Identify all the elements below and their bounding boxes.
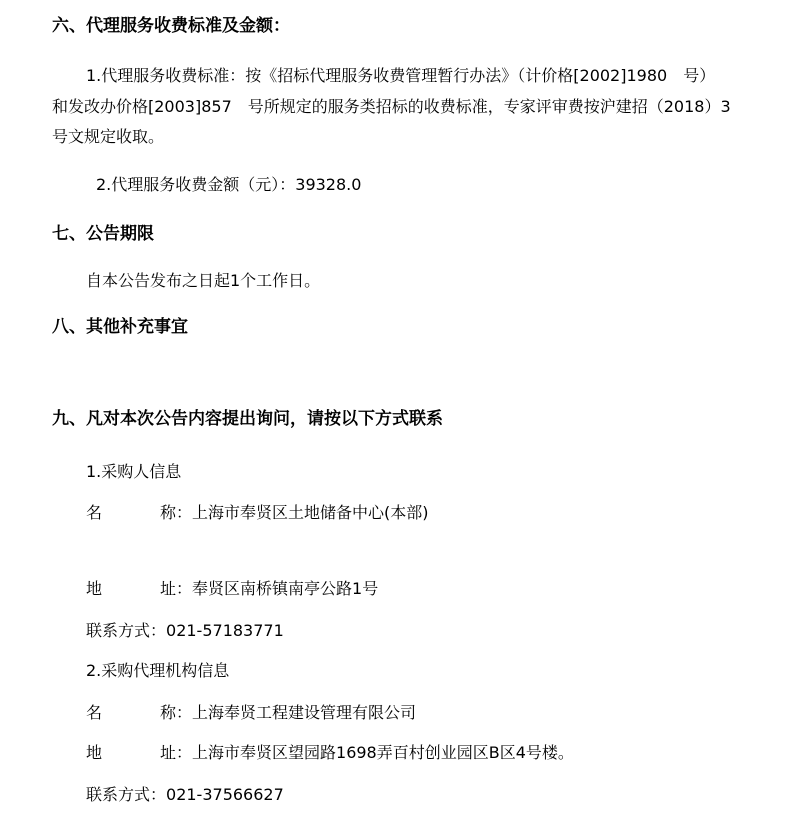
fee-standard-line-1: 1.代理服务收费标准：按《招标代理服务收费管理暂行办法》（计价格[2002]1980 号） bbox=[86, 66, 716, 85]
fee-amount: 2.代理服务收费金额（元）：39328.0 bbox=[96, 175, 362, 194]
purchaser-name-label-b: 称： bbox=[160, 503, 193, 522]
section-7-heading: 七、公告期限 bbox=[52, 224, 154, 244]
section-8-heading: 八、其他补充事宜 bbox=[52, 317, 188, 337]
agency-address-row bbox=[86, 743, 574, 763]
agency-address-label-b: 址： bbox=[160, 743, 193, 762]
agency-name-value: 上海奉贤工程建设管理有限公司 bbox=[192, 703, 417, 722]
agency-info-title: 2.采购代理机构信息 bbox=[86, 661, 230, 680]
purchaser-name-value: 上海市奉贤区土地储备中心(本部) bbox=[192, 503, 429, 522]
agency-name-row bbox=[86, 703, 416, 723]
purchaser-info-title: 1.采购人信息 bbox=[86, 462, 182, 481]
agency-name-label-a: 名 bbox=[86, 703, 103, 722]
purchaser-contact-row bbox=[86, 621, 284, 641]
purchaser-address-label-a: 地 bbox=[86, 579, 103, 598]
agency-contact-label: 联系方式： bbox=[86, 785, 167, 804]
purchaser-name-row bbox=[86, 503, 429, 523]
agency-contact-row bbox=[86, 785, 284, 805]
purchaser-contact-label: 联系方式： bbox=[86, 621, 167, 640]
agency-name-label-b: 称： bbox=[160, 703, 193, 722]
fee-standard-line-3: 号文规定收取。 bbox=[52, 127, 165, 146]
purchaser-contact-value: 021-57183771 bbox=[166, 621, 284, 640]
purchaser-address-label-b: 址： bbox=[160, 579, 193, 598]
agency-address-value: 上海市奉贤区望园路1698弄百村创业园区B区4号楼。 bbox=[192, 743, 574, 762]
section-9-heading: 九、凡对本次公告内容提出询问，请按以下方式联系 bbox=[52, 409, 443, 429]
section-6-heading: 六、代理服务收费标准及金额： bbox=[52, 16, 290, 36]
agency-contact-value: 021-37566627 bbox=[166, 785, 284, 804]
announcement-period-text: 自本公告发布之日起1个工作日。 bbox=[86, 271, 321, 290]
purchaser-name-label-a: 名 bbox=[86, 503, 103, 522]
agency-address-label-a: 地 bbox=[86, 743, 103, 762]
fee-standard-line-2: 和发改办价格[2003]857 号所规定的服务类招标的收费标准，专家评审费按沪建招（2018）3 bbox=[52, 97, 731, 116]
purchaser-address-value: 奉贤区南桥镇南亭公路1号 bbox=[192, 579, 379, 598]
purchaser-address-row bbox=[86, 579, 378, 599]
